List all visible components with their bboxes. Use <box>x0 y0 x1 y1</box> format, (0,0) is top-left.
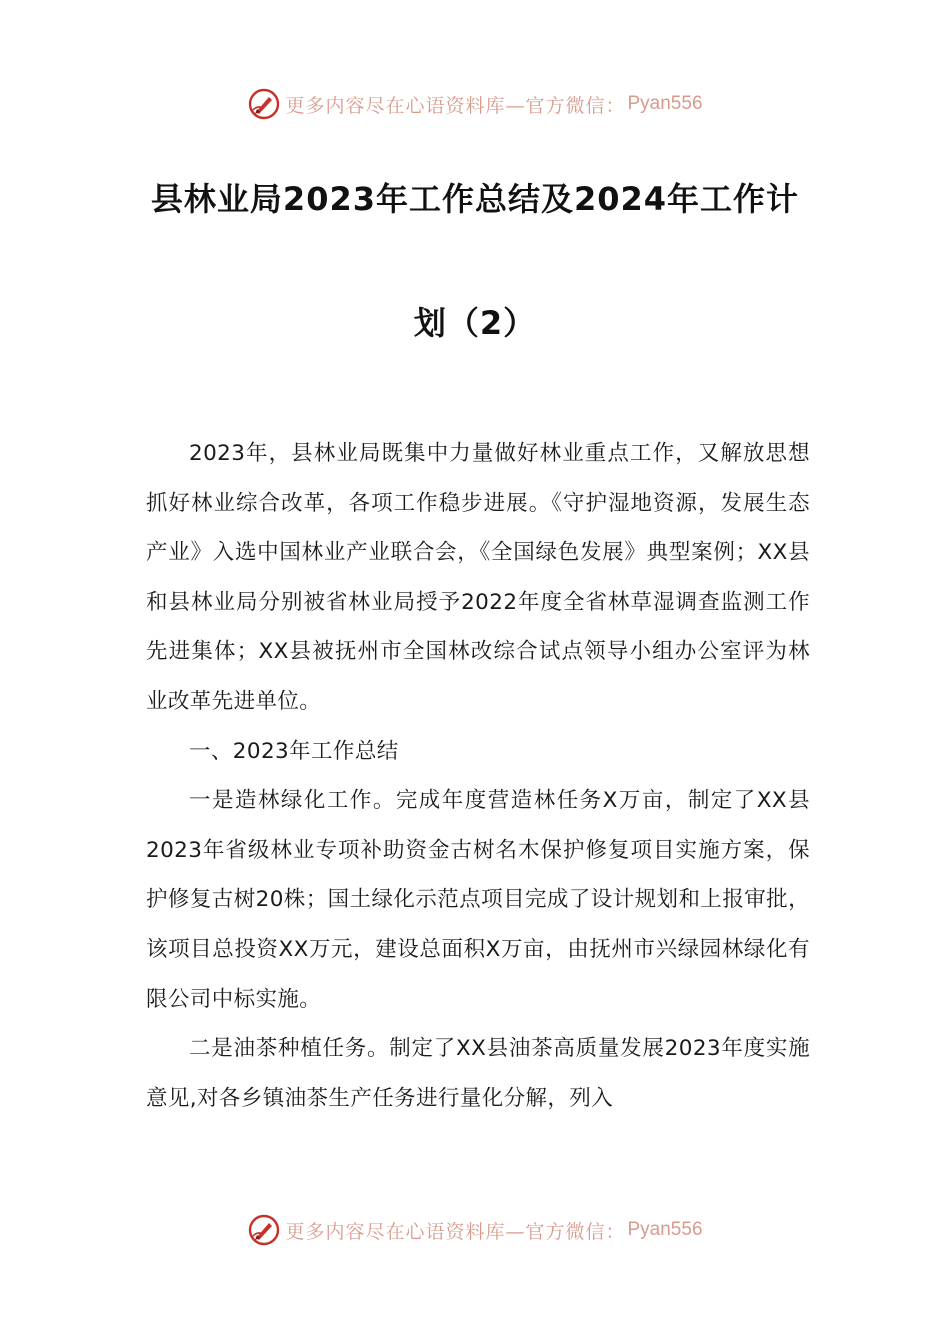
banner-wechat-handle: Pyan556 <box>627 1219 703 1240</box>
pen-logo-icon <box>247 87 281 121</box>
camellia-oil-paragraph: 二是油茶种植任务。制定了XX县油茶高质量发展2023年度实施意见,对各乡镇油茶生产任务进行量化分解，列入 <box>146 1036 810 1111</box>
header-watermark-banner <box>0 84 950 124</box>
banner-text: 更多内容尽在心语资料库—官方微信： <box>285 1220 626 1243</box>
banner-wechat-handle: Pyan556 <box>627 93 703 114</box>
section-heading: 一、2023年工作总结 <box>189 738 399 764</box>
pen-logo-icon <box>247 1213 281 1247</box>
footer-watermark-banner <box>0 1210 950 1250</box>
document-title-line-2: 划（2） <box>413 304 537 342</box>
document-title-line-1: 县林业局2023年工作总结及2024年工作计 <box>150 180 800 218</box>
intro-paragraph: 2023年，县林业局既集中力量做好林业重点工作，又解放思想抓好林业综合改革，各项工作稳步进展。《守护湿地资源，发展生态产业》入选中国林业产业联合会，《全国绿色发展》典型案例；XX县和县林业局分别被省林业局授予2022年度全省林草湿调查监测工作先进集体；XX县被抚州市全国林改综合试点领导小组办公室评为林业改革先进单位。 <box>146 441 810 714</box>
afforestation-paragraph: 一是造林绿化工作。完成年度营造林任务X万亩，制定了XX县2023年省级林业专项补助资金古树名木保护修复项目实施方案，保护修复古树20株；国土绿化示范点项目完成了设计规划和上报审批，该项目总投资XX万元，建设总面积X万亩，由抚州市兴绿园林绿化有限公司中标实施。 <box>146 788 810 1012</box>
document-body <box>146 429 810 1123</box>
banner-text: 更多内容尽在心语资料库—官方微信： <box>285 94 626 117</box>
